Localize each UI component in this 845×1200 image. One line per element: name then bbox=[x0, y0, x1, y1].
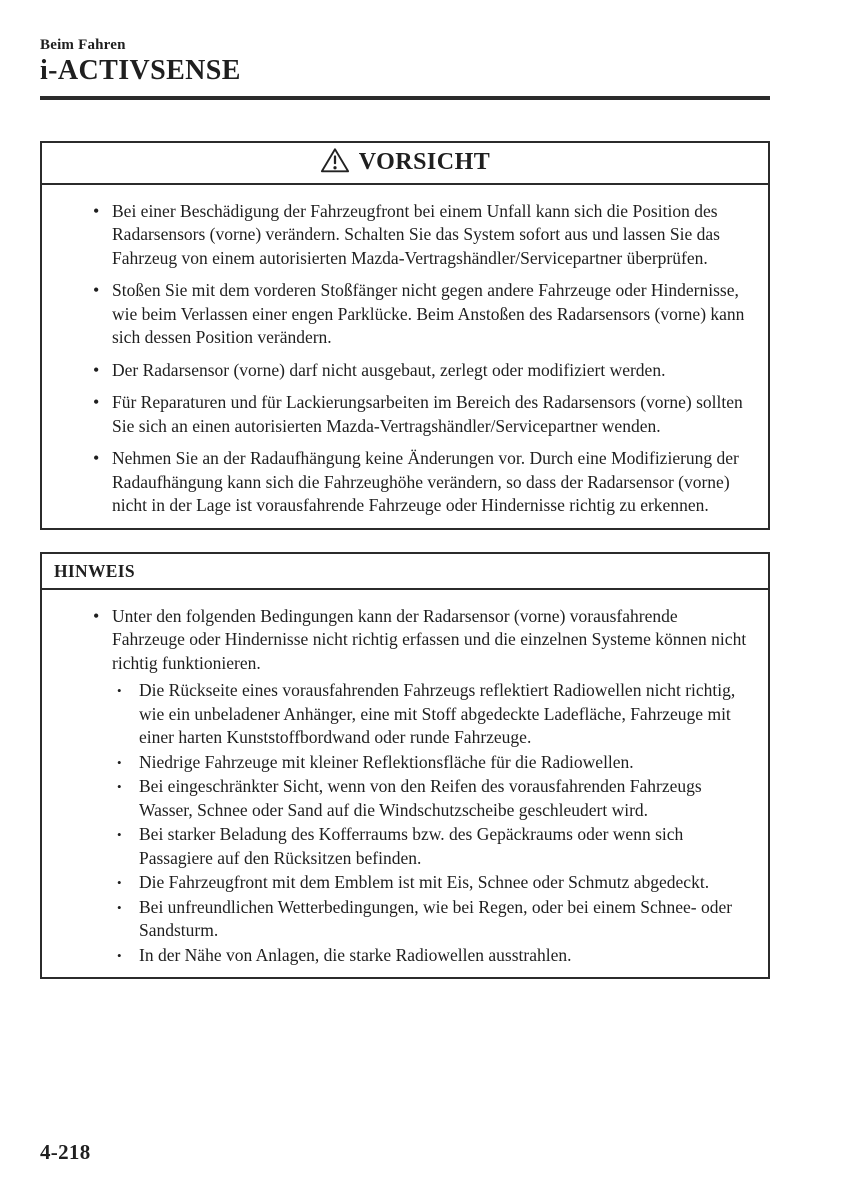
section-label: Beim Fahren bbox=[40, 37, 126, 53]
note-subitem-text: In der Nähe von Anlagen, die starke Radiowellen ausstrahlen. bbox=[139, 944, 572, 965]
note-box-body bbox=[42, 590, 768, 978]
note-subitem bbox=[112, 871, 750, 895]
page-title: i-ACTIVSENSE bbox=[40, 55, 241, 86]
note-subitem bbox=[112, 679, 750, 750]
caution-box bbox=[40, 141, 770, 530]
page-content bbox=[40, 0, 770, 979]
caution-item-text: Der Radarsensor (vorne) darf nicht ausgebaut, zerlegt oder modifiziert werden. bbox=[112, 359, 666, 380]
note-subitem-text: Bei starker Beladung des Kofferraums bzw. des Gepäckraums oder wenn sich Passagiere auf den Rücksitzen befinden. bbox=[139, 824, 684, 868]
caution-box-header bbox=[42, 143, 768, 185]
note-subitem-text: Bei unfreundlichen Wetterbedingungen, wie bei Regen, oder bei einem Schnee- oder Sandsturm. bbox=[139, 896, 733, 941]
note-item-text: Unter den folgenden Bedingungen kann der Radarsensor (vorne) vorausfahrende Fahrzeuge oder Hindernisse nicht richtig erfassen und die einzelnen Systeme können nicht richtig funktionieren. bbox=[112, 605, 747, 673]
caution-item-text: Stoßen Sie mit dem vorderen Stoßfänger nicht gegen andere Fahrzeuge oder Hindernisse, wie beim Verlassen einer engen Parklücke. Beim Anstoßen des Radarsensors (vorne) kann sich dessen Position verändern. bbox=[112, 280, 745, 348]
note-subitem bbox=[112, 896, 750, 943]
note-list bbox=[42, 605, 750, 968]
note-box-header bbox=[42, 554, 768, 590]
page-header bbox=[40, 0, 770, 100]
caution-item bbox=[42, 279, 750, 350]
note-subitem bbox=[112, 775, 750, 822]
caution-item bbox=[42, 391, 750, 438]
note-subitem bbox=[112, 751, 750, 775]
note-subitem-text: Bei eingeschränkter Sicht, wenn von den Reifen des vorausfahrenden Fahrzeugs Wasser, Schnee oder Sand auf die Windschutzscheibe geschleudert wird. bbox=[139, 776, 702, 820]
caution-item bbox=[42, 359, 750, 383]
caution-item-text: Nehmen Sie an der Radaufhängung keine Änderungen vor. Durch eine Modifizierung der Radaufhängung kann sich die Fahrzeughöhe verändern, so dass der Radarsensor (vorne) nicht in der Lage ist vorausfahrende Fahrzeuge oder Hindernisse richtig zu erkennen. bbox=[112, 448, 739, 516]
caution-item bbox=[42, 200, 750, 271]
warning-triangle-icon bbox=[320, 147, 350, 174]
header-rule bbox=[40, 96, 770, 100]
note-box bbox=[40, 552, 770, 980]
caution-list bbox=[42, 200, 750, 518]
note-subitem bbox=[112, 944, 750, 968]
note-sublist bbox=[112, 679, 750, 967]
caution-item-text: Bei einer Beschädigung der Fahrzeugfront bei einem Unfall kann sich die Position des Radarsensors (vorne) verändern. Schalten Sie das System sofort aus und lassen Sie das Fahrzeug von einem autorisierten Mazda-Vertragshändler/Servicepartner überprüfen. bbox=[112, 200, 720, 268]
note-item bbox=[42, 605, 750, 968]
caution-item-text: Für Reparaturen und für Lackierungsarbeiten im Bereich des Radarsensors (vorne) sollten Sie sich an einen autorisierten Mazda-Vertragshändler/Servicepartner wenden. bbox=[112, 392, 743, 436]
note-subitem-text: Die Rückseite eines vorausfahrenden Fahrzeugs reflektiert Radiowellen nicht richtig, wie ein unbeladener Anhänger, eine mit Stoff abgedeckte Ladefläche, Fahrzeuge mit einer harten Kunststoffbordwand oder runde Fahrzeuge. bbox=[139, 680, 736, 748]
note-subitem bbox=[112, 823, 750, 870]
caution-box-body bbox=[42, 185, 768, 528]
note-subitem-text: Die Fahrzeugfront mit dem Emblem ist mit Eis, Schnee oder Schmutz abgedeckt. bbox=[139, 872, 710, 893]
note-title: HINWEIS bbox=[54, 560, 135, 581]
caution-item bbox=[42, 447, 750, 518]
note-subitem-text: Niedrige Fahrzeuge mit kleiner Reflektionsfläche für die Radiowellen. bbox=[139, 751, 634, 772]
caution-title: VORSICHT bbox=[358, 148, 491, 175]
page-number: 4-218 bbox=[40, 1140, 91, 1164]
